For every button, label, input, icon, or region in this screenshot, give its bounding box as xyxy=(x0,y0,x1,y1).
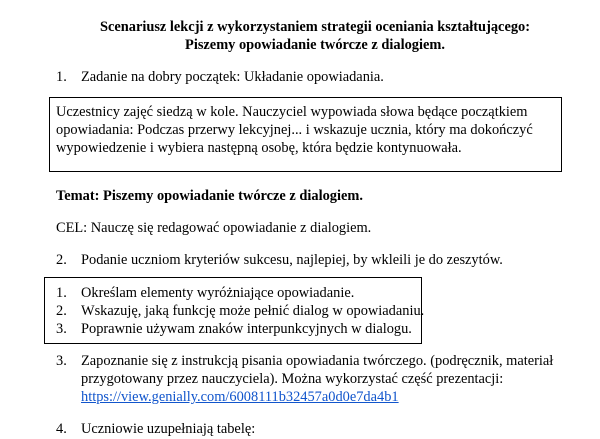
criterion-3-number: 3. xyxy=(56,321,67,337)
criterion-2-number: 2. xyxy=(56,303,67,319)
lesson-goal: CEL: Nauczę się redagować opowiadanie z dialogiem. xyxy=(56,220,372,236)
section-1-text: Zadanie na dobry początek: Układanie opowiadania. xyxy=(81,69,384,85)
section-2-number: 2. xyxy=(56,252,67,268)
section-4-number: 4. xyxy=(56,421,67,437)
section-3-line-2: przygotowany przez nauczyciela). Można wykorzystać część prezentacji: xyxy=(81,371,504,387)
criterion-1-number: 1. xyxy=(56,285,67,301)
document-title-line-1: Scenariusz lekcji z wykorzystaniem strategii oceniania kształtującego: xyxy=(99,19,531,35)
presentation-link-line xyxy=(81,388,399,406)
warmup-line-2: opowiadania: Podczas przerwy lekcyjnej... i wskazuje ucznia, który ma dokończyć xyxy=(56,122,533,138)
warmup-line-3: wypowiedzenie i wybiera następną osobę, która będzie kontynuowała. xyxy=(56,140,462,156)
section-4-text: Uczniowie uzupełniają tabelę: xyxy=(81,421,256,437)
section-3-number: 3. xyxy=(56,353,67,369)
criterion-3-text: Poprawnie używam znaków interpunkcyjnych w dialogu. xyxy=(81,321,412,337)
section-2-text: Podanie uczniom kryteriów sukcesu, najlepiej, by wkleili je do zeszytów. xyxy=(81,252,503,268)
section-1-number: 1. xyxy=(56,69,67,85)
criterion-2-text: Wskazuję, jaką funkcję może pełnić dialog w opowiadaniu. xyxy=(81,303,425,319)
document-title-line-2: Piszemy opowiadanie twórcze z dialogiem. xyxy=(185,37,445,53)
section-3-line-1: Zapoznanie się z instrukcją pisania opowiadania twórczego. (podręcznik, materiał xyxy=(81,353,554,369)
criterion-1-text: Określam elementy wyróżniające opowiadanie. xyxy=(81,285,355,301)
warmup-line-1: Uczestnicy zajęć siedzą w kole. Nauczyciel wypowiada słowa będące początkiem xyxy=(56,104,528,120)
presentation-link[interactable]: https://view.genially.com/6008111b32457a0d0e7da4b1 xyxy=(81,389,399,405)
lesson-topic: Temat: Piszemy opowiadanie twórcze z dialogiem. xyxy=(56,188,363,204)
